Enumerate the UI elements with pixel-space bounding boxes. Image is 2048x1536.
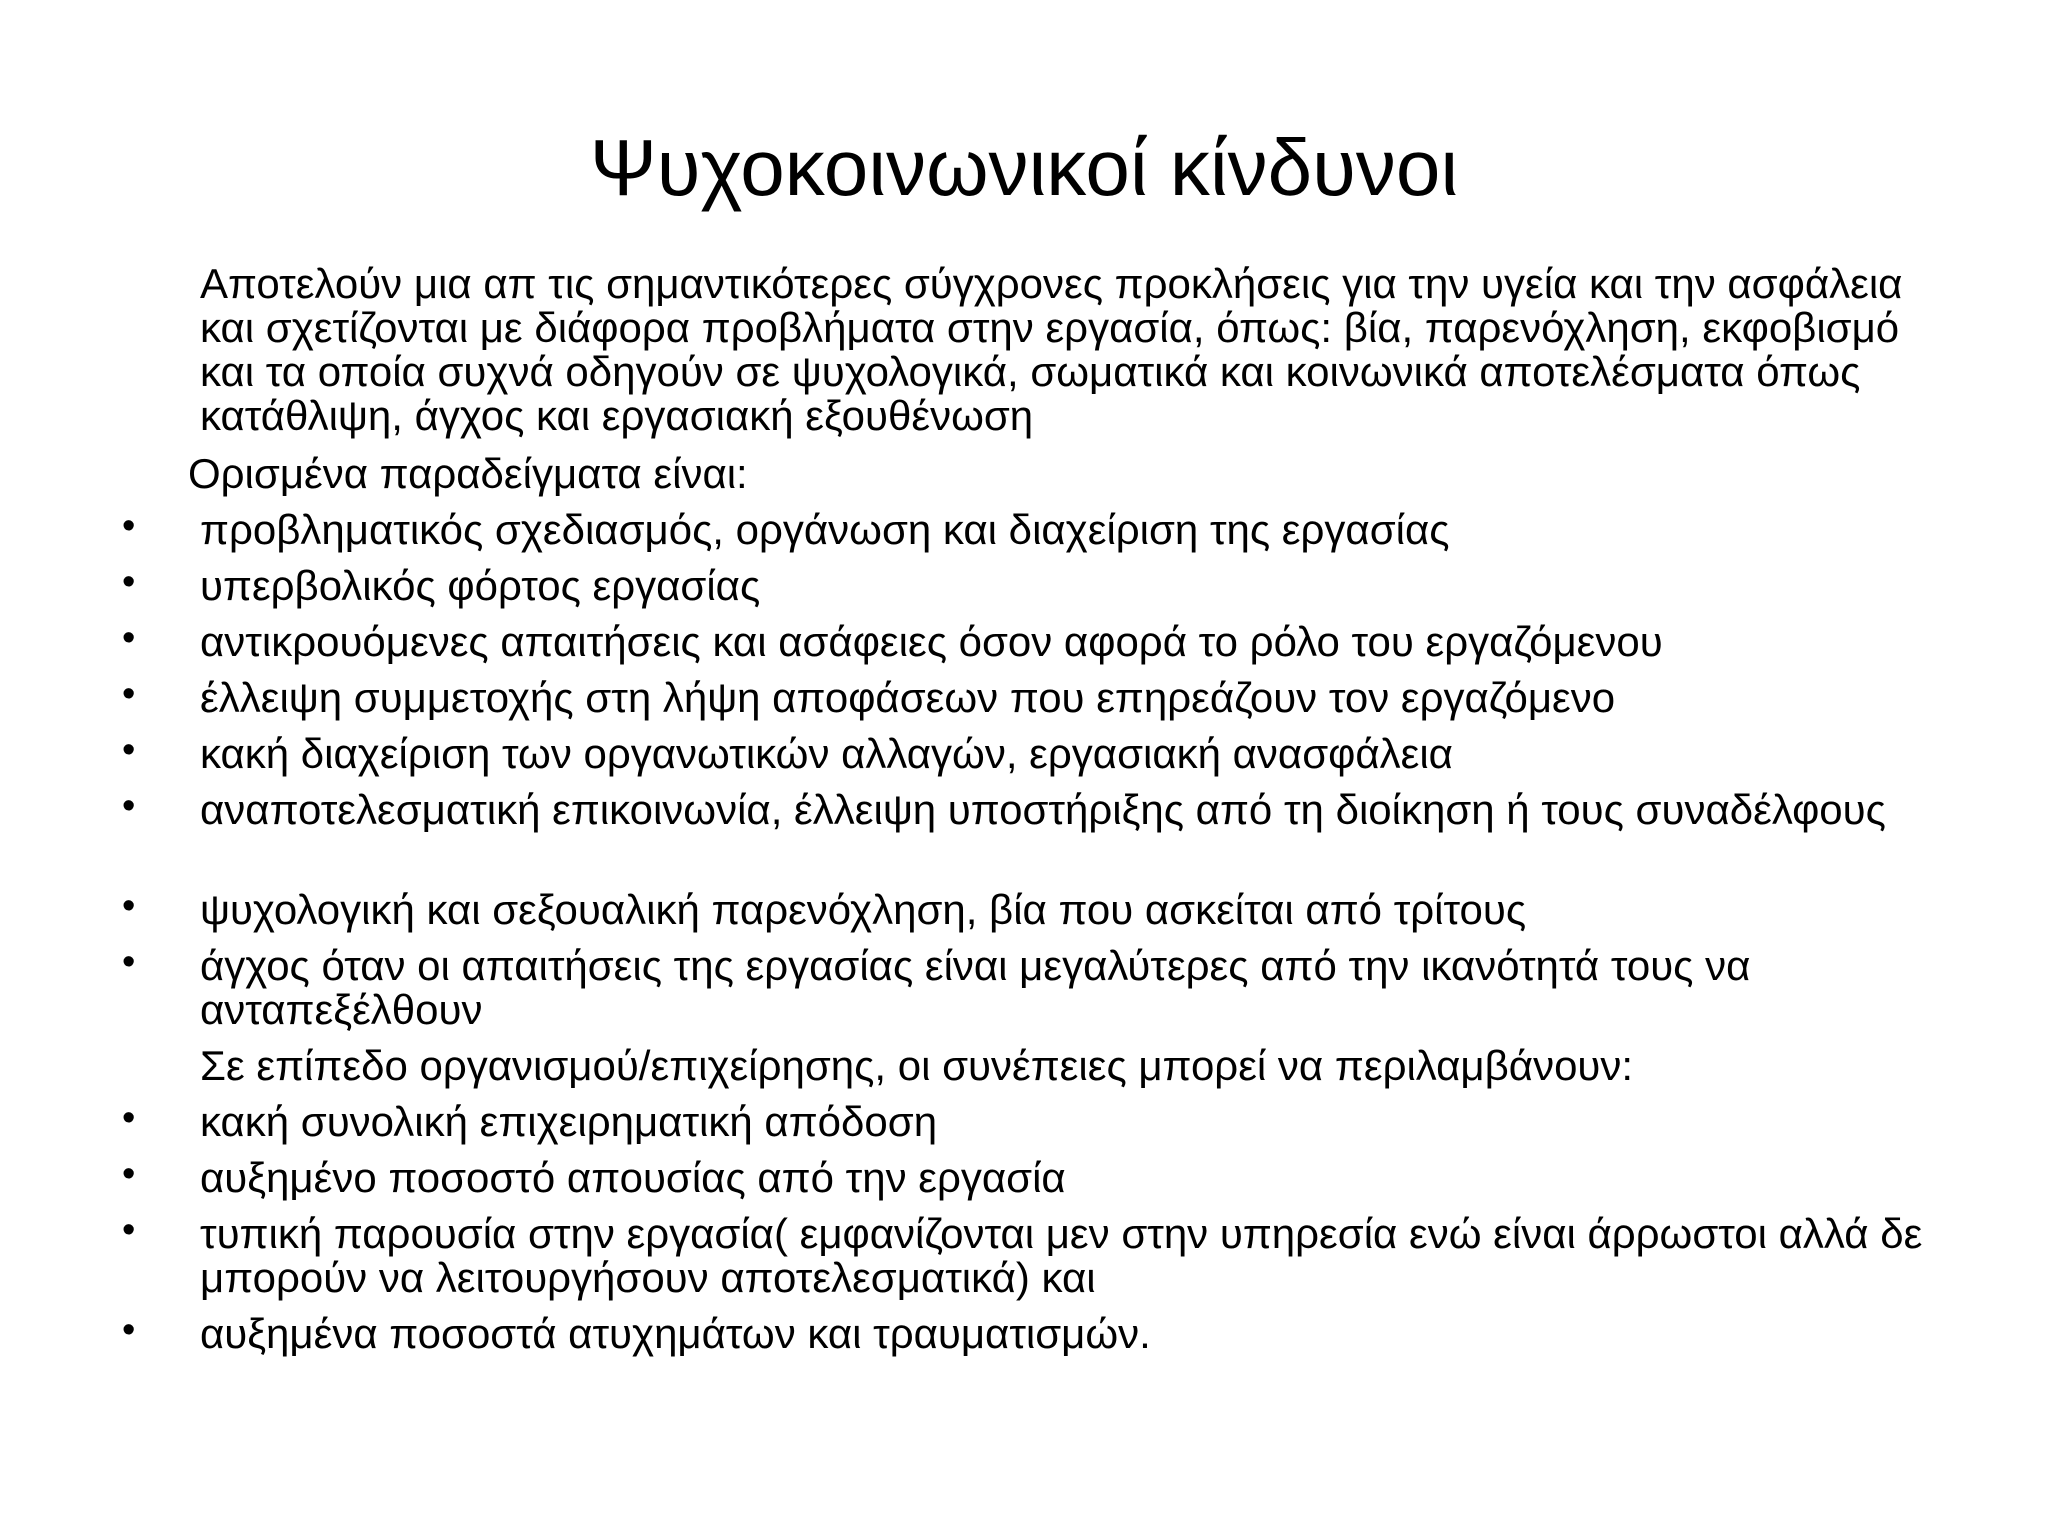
- bullet-icon: •: [122, 1309, 136, 1351]
- slide-title: Ψυχοκοινωνικοί κίνδυνοι: [589, 123, 1459, 212]
- bullet-icon: •: [122, 729, 136, 771]
- example-item-text: αντικρουόμενες απαιτήσεις και ασάφειες όσον αφορά το ρόλο του εργαζόμενου: [200, 618, 1663, 665]
- example-item-text: έλλειψη συμμετοχής στη λήψη αποφάσεων που επηρεάζουν τον εργαζόμενο: [200, 674, 1616, 721]
- example-item-text: προβληματικός σχεδιασμός, οργάνωση και διαχείριση της εργασίας: [200, 506, 1450, 553]
- examples-heading: Ορισμένα παραδείγματα είναι:: [188, 450, 748, 497]
- consequence-item-text: αυξημένο ποσοστό απουσίας από την εργασία: [200, 1154, 1066, 1201]
- example-item-text: κακή διαχείριση των οργανωτικών αλλαγών, εργασιακή ανασφάλεια: [200, 730, 1453, 777]
- bullet-icon: •: [122, 1097, 136, 1139]
- consequence-item-text: κακή συνολική επιχειρηματική απόδοση: [200, 1098, 938, 1145]
- example-item-text: άγχος όταν οι απαιτήσεις της εργασίας είναι μεγαλύτερες από την ικανότητά τους να ανταπεξέλθουν: [200, 942, 1751, 1033]
- consequences-heading: Σε επίπεδο οργανισμού/επιχείρησης, οι συνέπειες μπορεί να περιλαμβάνουν:: [200, 1042, 1634, 1089]
- bullet-icon: •: [122, 1209, 136, 1251]
- consequence-item-text: τυπική παρουσία στην εργασία( εμφανίζονται μεν στην υπηρεσία ενώ είναι άρρωστοι αλλά δε μπορούν να λειτουργήσουν αποτελεσματικά) και: [200, 1210, 1923, 1301]
- bullet-icon: •: [122, 617, 136, 659]
- bullet-icon: •: [122, 941, 136, 983]
- bullet-icon: •: [122, 505, 136, 547]
- example-item-text: αναποτελεσματική επικοινωνία, έλλειψη υποστήριξης από τη διοίκηση ή τους συναδέλφους: [200, 786, 1886, 833]
- bullet-icon: •: [122, 561, 136, 603]
- consequence-item-text: αυξημένα ποσοστά ατυχημάτων και τραυματισμών.: [200, 1310, 1151, 1357]
- bullet-icon: •: [122, 885, 136, 927]
- bullet-icon: •: [122, 1153, 136, 1195]
- intro-paragraph: Αποτελούν μια απ τις σημαντικότερες σύγχρονες προκλήσεις για την υγεία και την ασφάλεια και σχετίζονται με διάφορα προβλήματα στην εργασία, όπως: βία, παρενόχληση, εκφοβισμό και τα οποία συχνά οδηγούν σε ψυχολογικά, σωματικά και κοινωνικά αποτελέσματα όπως κατάθλιψη, άγχος και εργασιακή εξουθένωση: [200, 260, 1903, 439]
- bullet-icon: •: [122, 673, 136, 715]
- example-item-text: ψυχολογική και σεξουαλική παρενόχληση, βία που ασκείται από τρίτους: [200, 886, 1527, 933]
- example-item-text: υπερβολικός φόρτος εργασίας: [200, 562, 761, 609]
- bullet-icon: •: [122, 785, 136, 827]
